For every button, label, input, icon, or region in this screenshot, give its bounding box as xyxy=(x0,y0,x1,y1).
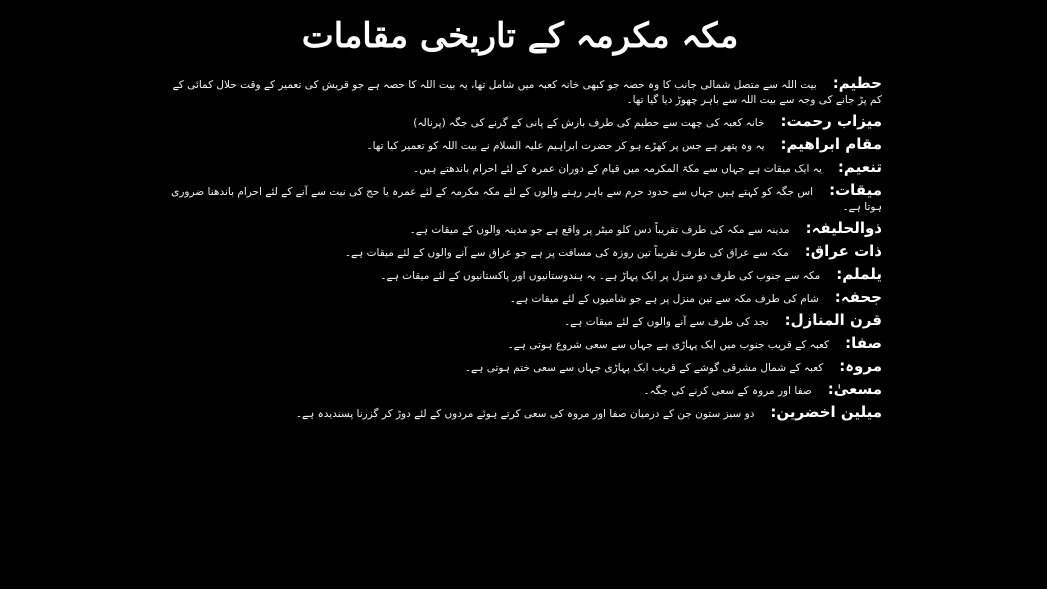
entry-description: خانہ کعبہ کی چھت سے حطیم کی طرف بارش کے پانی کے گرنے کی جگہ (پرنالہ) xyxy=(413,117,765,129)
entry-term: میزاب رحمت : xyxy=(774,112,882,130)
entry-description: صفا اور مروہ کے سعی کرنے کی جگہ۔ xyxy=(643,385,812,397)
entry-term: ذوالحلیفہ : xyxy=(800,219,882,237)
entry-term: مسعیٰ : xyxy=(822,380,882,398)
list-item xyxy=(158,382,882,399)
entry-description: مدینہ سے مکہ کی طرف تقریباً دس کلو میٹر پر واقع ہے جو مدینہ والوں کے میقات ہے۔ xyxy=(409,224,790,236)
entry-term: میقات : xyxy=(823,181,882,199)
list-item xyxy=(158,76,882,108)
list-item xyxy=(158,114,882,131)
entry-description: یہ وہ پتھر ہے جس پر کھڑے ہو کر حضرت ابراہیم علیہ السلام نے بیت اللہ کو تعمیر کیا تھا۔ xyxy=(366,140,765,152)
entry-term: قرن المنازل : xyxy=(779,311,882,329)
list-item xyxy=(158,405,882,422)
list-item xyxy=(158,336,882,353)
list-item xyxy=(158,137,882,154)
entry-description: مکہ سے عراق کی طرف تقریباً تین روزہ کی مسافت پر ہے جو عراق سے آنے والوں کے لئے میقات ہے۔ xyxy=(344,247,789,259)
entry-term: میلین اخضرین : xyxy=(764,403,882,421)
entry-description: کعبہ کے شمال مشرقی گوشے کے قریب ایک پہاڑی جہاں سے سعی ختم ہوتی ہے۔ xyxy=(464,362,824,374)
document-page xyxy=(150,0,890,589)
entry-description: اس جگہ کو کہتے ہیں جہاں سے حدود حرم سے باہر رہنے والوں کے لئے مکہ مکرمہ کے لئے عمرہ یا حج کی نیت سے آنے کے لئے احرام باندھنا ضروری ہوتا ہے۔ xyxy=(171,186,882,213)
entry-description: کعبہ کے قریب جنوب میں ایک پہاڑی ہے جہاں سے سعی شروع ہوتی ہے۔ xyxy=(507,339,830,351)
list-item xyxy=(158,221,882,238)
entry-term: مروہ : xyxy=(833,357,882,375)
entry-term: صفا : xyxy=(839,334,882,352)
list-item xyxy=(158,160,882,177)
entry-description: دو سبز ستون جن کے درمیان صفا اور مروہ کی سعی کرتے ہوئے مردوں کے لئے دوڑ کر گزرنا پسندیدہ ہے۔ xyxy=(295,408,755,420)
entry-description: بیت اللہ سے متصل شمالی جانب کا وہ حصہ جو کبھی خانہ کعبہ میں شامل تھا، یہ بیت اللہ کا حصہ ہے جو قریش کی تعمیر کے وقت حلال کمائی کے کم پڑ جانے کی وجہ سے بیت اللہ سے باہر چھوڑ دیا گیا تھا۔ xyxy=(172,79,882,106)
entry-term: یلملم : xyxy=(830,265,882,283)
entry-term: حطیم : xyxy=(827,74,882,92)
entry-description: نجد کی طرف سے آنے والوں کے لئے میقات ہے۔ xyxy=(563,316,769,328)
entry-term: ذات عراق : xyxy=(799,242,882,260)
list-item xyxy=(158,359,882,376)
entry-description: یہ ایک میقات ہے جہاں سے مکۃ المکرمہ میں قیام کے دوران عمرہ کے لئے احرام باندھتے ہیں۔ xyxy=(412,163,822,175)
list-item xyxy=(158,313,882,330)
list-item xyxy=(158,290,882,307)
list-item xyxy=(158,183,882,215)
entry-description: شام کی طرف مکہ سے تین منزل پر ہے جو شامیوں کے لئے میقات ہے۔ xyxy=(509,293,819,305)
entry-description: مکہ سے جنوب کی طرف دو منزل پر ایک پہاڑ ہے۔ یہ ہندوستانیوں اور پاکستانیوں کے لئے میقات ہے۔ xyxy=(380,270,821,282)
entry-term: تنعیم : xyxy=(832,158,882,176)
entry-term: مقام ابراھیم : xyxy=(775,135,882,153)
list-item xyxy=(158,267,882,284)
page-title: مکہ مکرمہ کے تاریخی مقامات xyxy=(301,16,739,56)
entries-list xyxy=(150,76,890,422)
entry-term: جحفہ : xyxy=(829,288,882,306)
list-item xyxy=(158,244,882,261)
